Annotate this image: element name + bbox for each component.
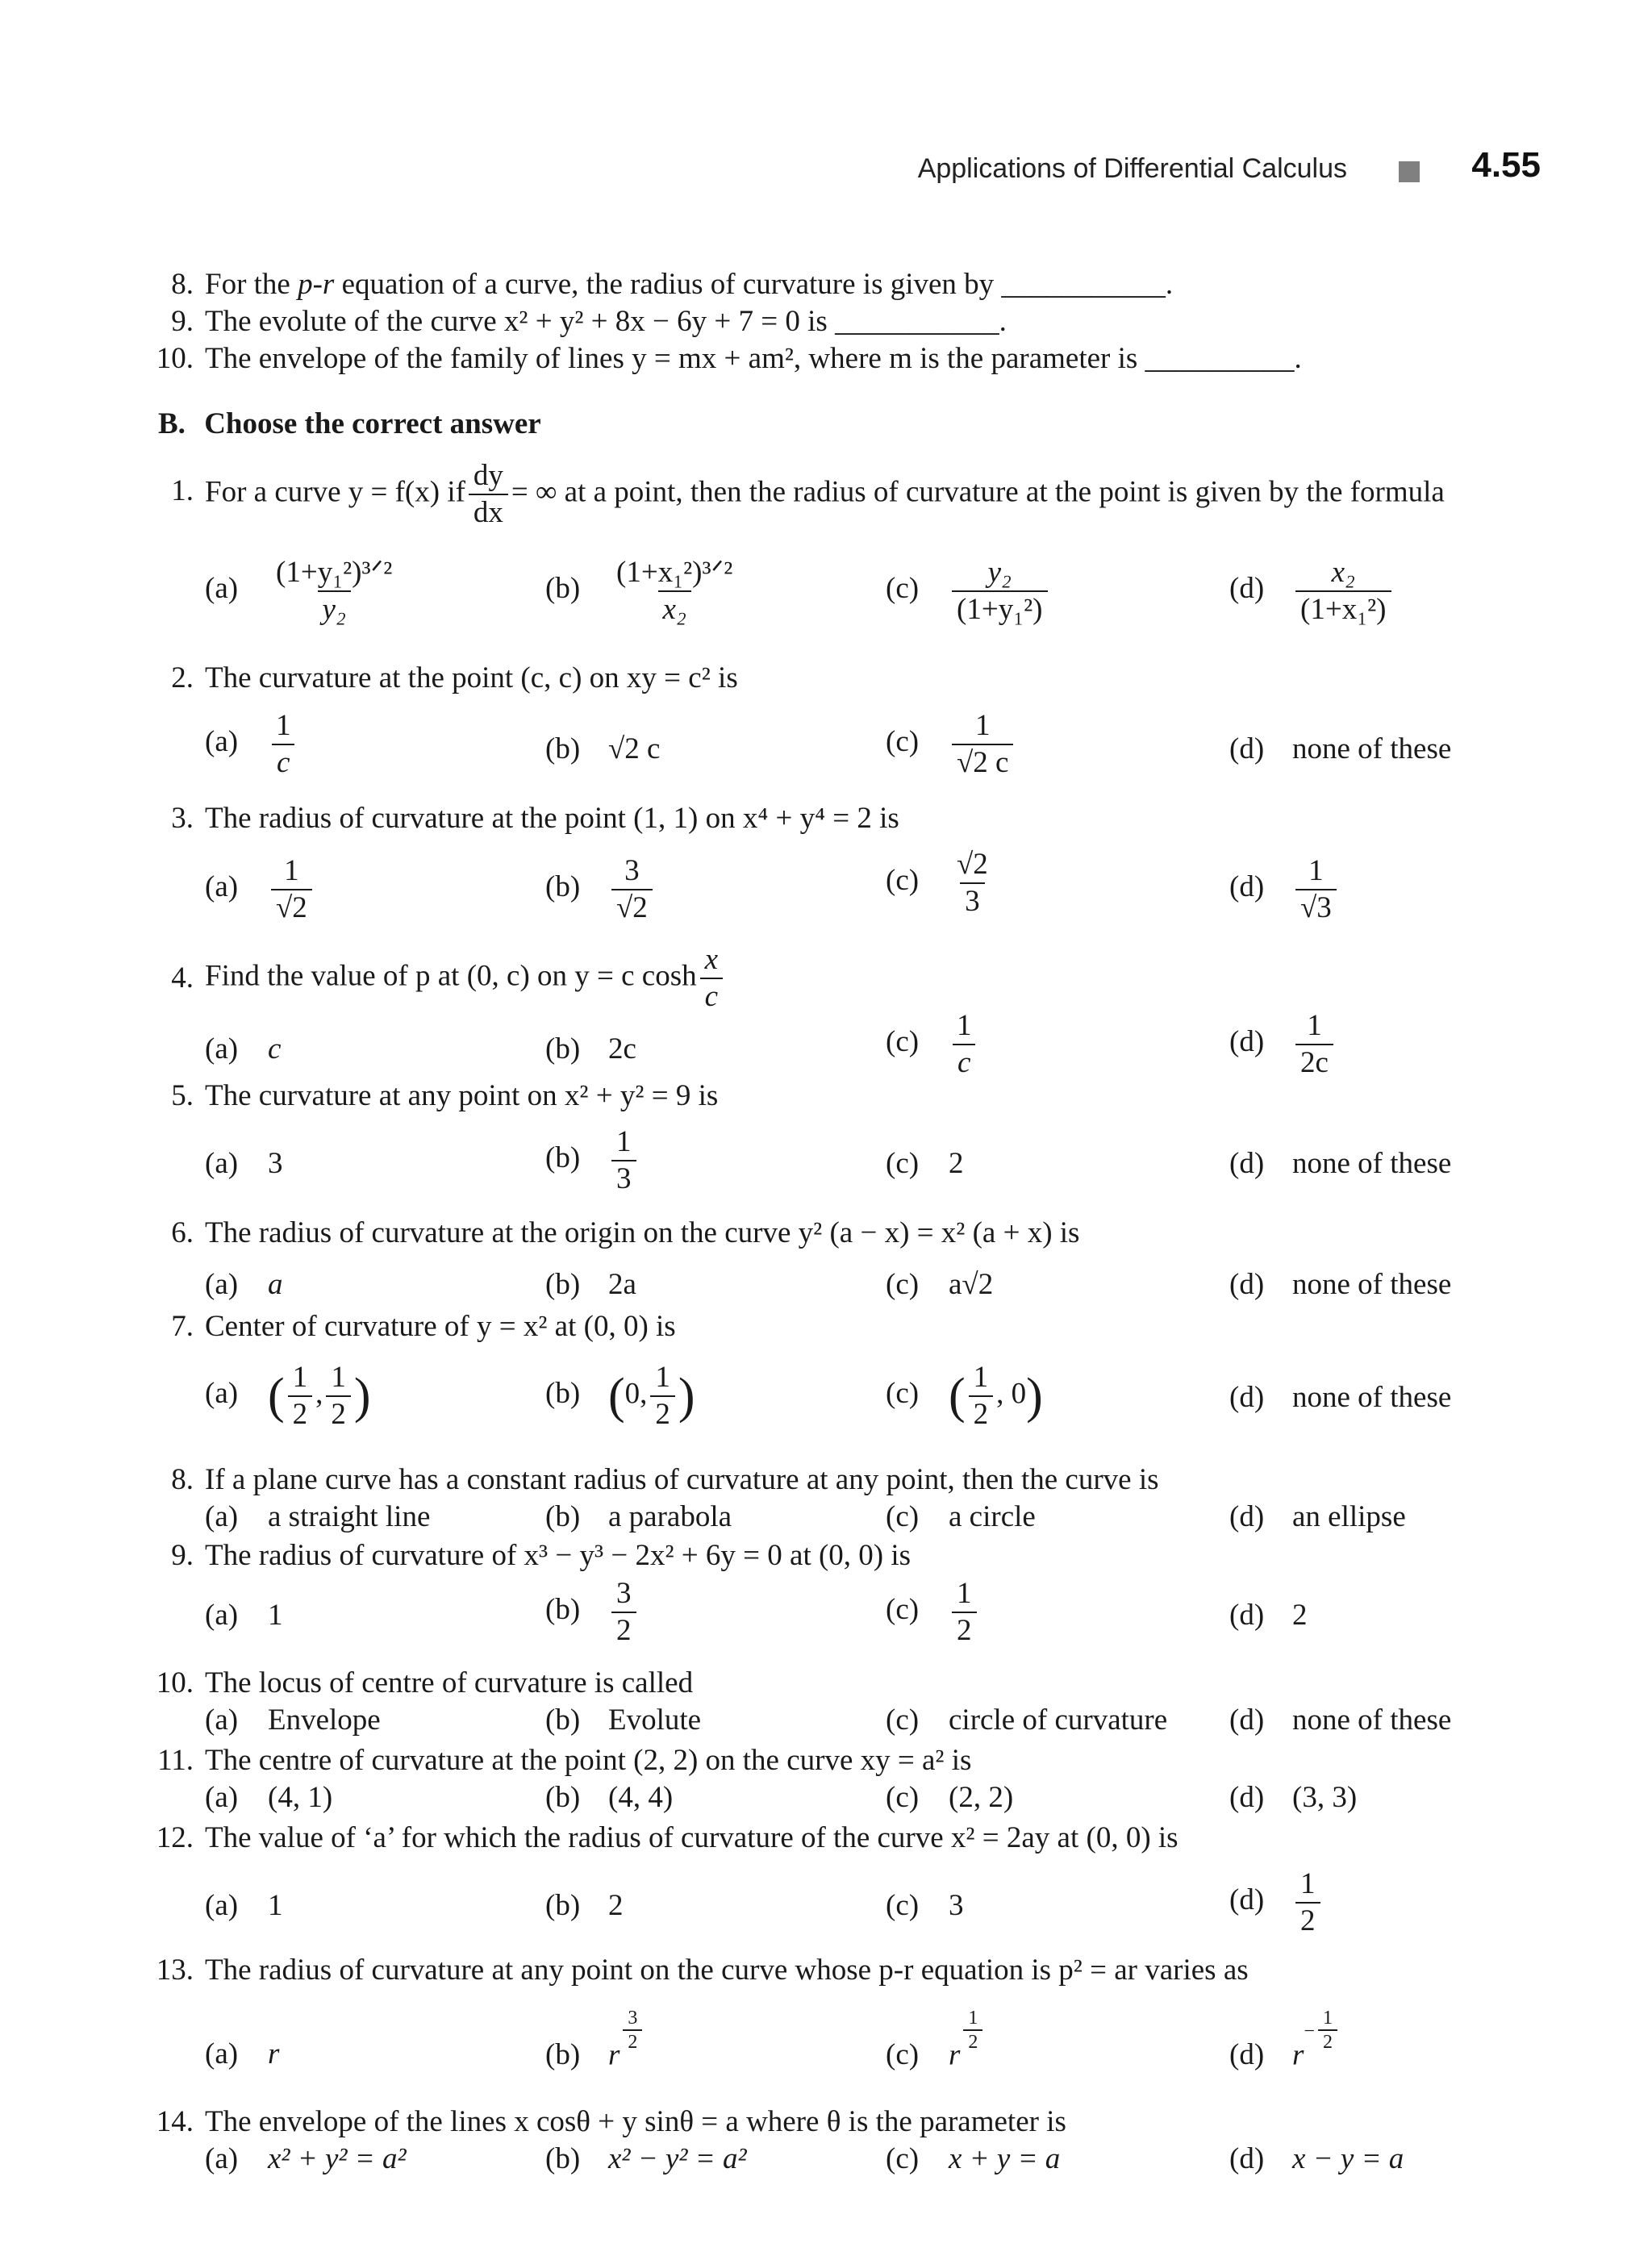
- option-label: (b): [545, 1703, 581, 1737]
- frac-den: 2: [952, 1612, 977, 1647]
- question-number: 2.: [171, 661, 194, 694]
- q8-option-b[interactable]: [545, 1499, 732, 1536]
- option-value: (3, 3): [1292, 1781, 1358, 1814]
- q6-option-d[interactable]: [1229, 1266, 1451, 1303]
- option-value: x² + y² = a²: [268, 2142, 407, 2175]
- option-fraction-2: [326, 1362, 351, 1431]
- option-label: (b): [545, 2142, 581, 2175]
- q14-option-d[interactable]: [1229, 2141, 1404, 2178]
- exponent-sign: −: [1304, 2020, 1315, 2042]
- frac-num: 1: [1307, 1009, 1322, 1042]
- option-value: 3: [268, 1147, 283, 1180]
- question-text: The envelope of the lines x cosθ + y sinθ = a where θ is the parameter is: [205, 2105, 1066, 2138]
- frac-num: dy: [473, 459, 503, 492]
- option-label: (b): [545, 1781, 581, 1814]
- frac-den: dx: [469, 494, 508, 529]
- option-base: r: [1292, 2038, 1304, 2072]
- q1-option-c[interactable]: [886, 557, 1051, 626]
- q10-option-b[interactable]: [545, 1702, 701, 1739]
- option-value: (4, 1): [268, 1781, 333, 1814]
- section-heading: [158, 406, 541, 443]
- option-value: 1: [268, 1599, 283, 1632]
- frac-num: 3: [628, 2008, 638, 2029]
- q7-option-c[interactable]: [886, 1362, 1043, 1431]
- frac-den: 2: [1318, 2029, 1337, 2052]
- option-label: (a): [205, 1889, 239, 1922]
- frac-den: x₂: [658, 590, 691, 626]
- option-label: (d): [1229, 1025, 1265, 1059]
- option-value: 2: [608, 1889, 624, 1922]
- option-value: Envelope: [268, 1703, 381, 1737]
- q4-option-b[interactable]: [545, 1031, 636, 1068]
- square-bullet-icon: [1399, 161, 1420, 182]
- q2-option-d[interactable]: [1229, 731, 1451, 768]
- q9-option-c[interactable]: [886, 1578, 980, 1647]
- frac-den: 2: [623, 2029, 642, 2052]
- option-value: 2: [949, 1147, 964, 1180]
- option-label: (d): [1229, 1147, 1265, 1180]
- exponent-fraction: [623, 2008, 642, 2052]
- frac-num: 1: [292, 1361, 308, 1394]
- option-value: none of these: [1292, 1268, 1452, 1301]
- frac-num: 1: [1322, 2008, 1333, 2029]
- question-text: The radius of curvature at the origin on the curve y² (a − x) = x² (a + x) is: [205, 1216, 1080, 1249]
- option-label: (a): [205, 1377, 239, 1411]
- q3-option-b[interactable]: [545, 855, 656, 924]
- question-number: 14.: [156, 2105, 194, 2138]
- q13-option-b[interactable]: [545, 2008, 645, 2074]
- question-text: The centre of curvature at the point (2, 2) on the curve xy = a² is: [205, 1744, 972, 1777]
- option-fraction: [1295, 1010, 1333, 1079]
- option-label: (d): [1229, 572, 1265, 606]
- q9-option-d[interactable]: [1229, 1597, 1308, 1634]
- question-text: [205, 944, 726, 1013]
- option-value: a√2: [949, 1268, 994, 1301]
- question-number: 3.: [171, 802, 194, 835]
- frac-num: x₂: [1331, 556, 1355, 589]
- question-text: The curvature at any point on x² + y² = 9 is: [205, 1079, 719, 1112]
- option-base: r: [608, 2038, 620, 2072]
- q11-option-c[interactable]: [886, 1779, 1013, 1816]
- option-value: (2, 2): [949, 1781, 1014, 1814]
- option-value: , 0: [996, 1377, 1027, 1411]
- option-fraction: [1295, 855, 1337, 924]
- question-text: [205, 266, 1173, 303]
- q9-option-a[interactable]: [205, 1597, 283, 1634]
- option-fraction: [611, 1126, 636, 1195]
- running-title: Applications of Differential Calculus: [917, 153, 1347, 184]
- option-fraction: [271, 855, 312, 924]
- frac-num: (1+x₁²)³ᐟ²: [616, 556, 733, 589]
- option-fraction: [952, 1010, 977, 1079]
- option-fraction: [611, 1578, 636, 1647]
- option-label: (a): [205, 1500, 239, 1533]
- frac-den: 2: [969, 1395, 994, 1431]
- q-text-a: For a curve y = f(x) if: [205, 475, 465, 509]
- option-label: (b): [545, 1593, 581, 1627]
- option-label: (c): [886, 1889, 920, 1922]
- frac-num: √2: [957, 848, 988, 881]
- option-label: (d): [1229, 2038, 1265, 2072]
- q5-option-c[interactable]: [886, 1145, 964, 1182]
- question-number: 9.: [171, 1539, 194, 1572]
- option-label: (b): [545, 1032, 581, 1065]
- option-value: 2c: [608, 1032, 636, 1065]
- option-value: r: [268, 2037, 280, 2070]
- option-value: a circle: [949, 1500, 1036, 1533]
- q7-option-b[interactable]: [545, 1362, 695, 1431]
- frac-num: 1: [974, 709, 991, 742]
- frac-den: √2: [611, 889, 653, 924]
- q-text-b: = ∞ at a point, then the radius of curvature at the point is given by the formula: [511, 475, 1445, 509]
- option-label: (b): [545, 1141, 581, 1175]
- option-label: (c): [886, 864, 920, 898]
- question-text: The radius of curvature at the point (1, 1) on x⁴ + y⁴ = 2 is: [205, 802, 899, 835]
- option-label: (d): [1229, 870, 1265, 904]
- q5-option-b[interactable]: [545, 1126, 640, 1195]
- question-number: 7.: [171, 1310, 194, 1343]
- option-value: circle of curvature: [949, 1703, 1168, 1737]
- question-text: The radius of curvature at any point on the curve whose p-r equation is p² = ar varies as: [205, 1954, 1249, 1987]
- question-text: Center of curvature of y = x² at (0, 0) is: [205, 1310, 676, 1343]
- open-paren: (: [949, 1369, 966, 1424]
- frac-den: 2: [650, 1395, 675, 1431]
- question-text-b: equation of a curve, the radius of curvature is given by ___________.: [334, 268, 1174, 301]
- q13-option-a[interactable]: [205, 2036, 279, 2073]
- q11-option-d[interactable]: [1229, 1779, 1357, 1816]
- q10-option-c[interactable]: [886, 1702, 1167, 1739]
- option-fraction: [952, 557, 1048, 626]
- q2-option-a[interactable]: [205, 710, 299, 779]
- option-value: none of these: [1292, 732, 1452, 765]
- option-label: (b): [545, 1377, 581, 1411]
- frac-num: y₂: [987, 556, 1012, 589]
- q8-option-d[interactable]: [1229, 1499, 1406, 1536]
- option-value: 2a: [608, 1268, 636, 1301]
- frac-num: 3: [616, 1577, 632, 1610]
- option-label: (c): [886, 1147, 920, 1180]
- option-label: (c): [886, 1500, 920, 1533]
- frac-den: 2: [1295, 1902, 1320, 1937]
- q7-option-a[interactable]: (a) ( $\frac{1}{2}$ , $\frac{1}{2}$ ): [205, 1361, 371, 1431]
- question-text-a: For the: [205, 268, 298, 301]
- option-label: (c): [886, 572, 920, 606]
- option-value: none of these: [1292, 1381, 1452, 1414]
- option-label: (c): [886, 725, 920, 759]
- frac-num: 1: [616, 1125, 632, 1158]
- q11-option-b[interactable]: [545, 1779, 673, 1816]
- q6-option-c[interactable]: [886, 1266, 993, 1303]
- q11-option-a[interactable]: [205, 1779, 332, 1816]
- q12-option-c[interactable]: [886, 1887, 964, 1924]
- close-paren: ): [1026, 1369, 1043, 1424]
- q4-option-c[interactable]: [886, 1010, 980, 1079]
- frac-num: 1: [284, 854, 299, 887]
- option-label: (d): [1229, 1883, 1265, 1917]
- question-number: 13.: [156, 1954, 194, 1987]
- frac-den: c: [953, 1044, 975, 1079]
- section-label: B.: [158, 407, 186, 440]
- q13-option-d[interactable]: [1229, 2008, 1341, 2074]
- option-fraction: [271, 557, 397, 626]
- option-label: (d): [1229, 1268, 1265, 1301]
- option-label: (c): [886, 1377, 920, 1411]
- q12-option-d[interactable]: [1229, 1868, 1324, 1937]
- option-label: (c): [886, 2142, 920, 2175]
- option-label: (a): [205, 870, 239, 904]
- frac-num: 1: [331, 1361, 346, 1394]
- q4-option-a[interactable]: [205, 1031, 281, 1068]
- frac-den: (1+y₁²): [952, 590, 1048, 626]
- option-label: (b): [545, 572, 581, 606]
- q13-option-c[interactable]: [886, 2008, 986, 2074]
- question-number: 5.: [171, 1079, 194, 1112]
- option-fraction: [952, 1578, 977, 1647]
- option-label: (b): [545, 870, 581, 904]
- option-label: (d): [1229, 1500, 1265, 1533]
- option-label: (a): [205, 1599, 239, 1632]
- option-label: (a): [205, 1781, 239, 1814]
- question-number: 10.: [156, 342, 194, 375]
- option-label: (b): [545, 2038, 581, 2072]
- frac-num: 1: [973, 1361, 989, 1394]
- q4-option-d[interactable]: [1229, 1010, 1337, 1079]
- option-label: (c): [886, 1593, 920, 1627]
- q2-option-b[interactable]: [545, 731, 660, 768]
- q5-option-a[interactable]: [205, 1145, 283, 1182]
- question-text: If a plane curve has a constant radius of curvature at any point, then the curve is: [205, 1463, 1159, 1496]
- open-paren: (: [608, 1369, 625, 1424]
- q8-option-a[interactable]: [205, 1499, 430, 1536]
- question-var: p-r: [298, 268, 335, 301]
- option-label: (a): [205, 572, 239, 606]
- question-text: The evolute of the curve x² + y² + 8x − 6y + 7 = 0 is ___________.: [205, 305, 1007, 338]
- option-fraction: [1295, 1868, 1320, 1937]
- q12-option-a[interactable]: [205, 1887, 283, 1924]
- q2-option-c[interactable]: [886, 710, 1016, 779]
- frac-den: c: [272, 744, 294, 779]
- frac-num: 1: [957, 1577, 972, 1610]
- frac-den: 2: [963, 2029, 982, 2052]
- option-label: (a): [205, 1032, 239, 1065]
- q14-option-b[interactable]: [545, 2141, 747, 2178]
- option-value: none of these: [1292, 1147, 1452, 1180]
- frac-num: (1+y₁²)³ᐟ²: [276, 556, 393, 589]
- section-title: Choose the correct answer: [204, 407, 541, 440]
- frac-num: 1: [957, 1009, 972, 1042]
- q1-option-a[interactable]: [205, 557, 400, 626]
- option-fraction: [952, 710, 1013, 779]
- option-value: none of these: [1292, 1703, 1452, 1737]
- q6-option-b[interactable]: [545, 1266, 636, 1303]
- frac-den: c: [700, 978, 723, 1013]
- question-text: The locus of centre of curvature is called: [205, 1666, 694, 1699]
- question-number: 12.: [156, 1821, 194, 1854]
- option-label: (c): [886, 2038, 920, 2072]
- question-number: 6.: [171, 1216, 194, 1249]
- option-label: (a): [205, 2037, 239, 2070]
- option-value: x² − y² = a²: [608, 2142, 747, 2175]
- question-number: 10.: [156, 1666, 194, 1699]
- q10-option-a[interactable]: [205, 1702, 381, 1739]
- close-paren: ): [353, 1369, 371, 1424]
- frac-den: y₂: [318, 590, 351, 626]
- q3-option-d[interactable]: [1229, 855, 1340, 924]
- question-text: The radius of curvature of x³ − y³ − 2x² + 6y = 0 at (0, 0) is: [205, 1539, 912, 1572]
- option-value: a: [268, 1268, 283, 1301]
- option-value: a straight line: [268, 1500, 431, 1533]
- open-paren: (: [268, 1369, 285, 1424]
- option-value: 0,: [624, 1377, 648, 1411]
- question-number: 1.: [171, 474, 194, 507]
- exponent-fraction: [1318, 2008, 1337, 2052]
- option-fraction: [611, 855, 653, 924]
- frac-den: 2: [288, 1395, 313, 1431]
- option-value: an ellipse: [1292, 1500, 1406, 1533]
- option-label: (a): [205, 1268, 239, 1301]
- option-label: (d): [1229, 2142, 1265, 2175]
- option-value: (4, 4): [608, 1781, 674, 1814]
- frac-den: 3: [960, 882, 985, 918]
- q5-option-d[interactable]: [1229, 1145, 1451, 1182]
- option-label: (c): [886, 1703, 920, 1737]
- q12-option-b[interactable]: [545, 1887, 624, 1924]
- q14-option-a[interactable]: [205, 2141, 407, 2178]
- option-label: (a): [205, 1703, 239, 1737]
- option-fraction: [952, 849, 993, 918]
- option-fraction: [271, 710, 296, 779]
- question-text: The envelope of the family of lines y = mx + am², where m is the parameter is __________.: [205, 342, 1302, 375]
- option-label: (b): [545, 1268, 581, 1301]
- q1-option-d[interactable]: [1229, 557, 1395, 626]
- q-text-a: Find the value of p at (0, c) on y = c cosh: [205, 959, 697, 993]
- option-label: (d): [1229, 1703, 1265, 1737]
- option-fraction: [969, 1362, 994, 1431]
- exponent-fraction: [963, 2008, 982, 2052]
- option-label: (c): [886, 1268, 920, 1301]
- option-label: (d): [1229, 1381, 1265, 1414]
- option-value: 2: [1292, 1599, 1308, 1632]
- q10-option-d[interactable]: [1229, 1702, 1451, 1739]
- cosh-fraction: [700, 944, 723, 1013]
- option-label: (b): [545, 1889, 581, 1922]
- frac-num: 3: [624, 854, 640, 887]
- frac-den: (1+x₁²): [1295, 590, 1391, 626]
- question-text: The value of ‘a’ for which the radius of curvature of the curve x² = 2ay at (0, 0) is: [205, 1821, 1179, 1854]
- option-value: a parabola: [608, 1500, 732, 1533]
- option-label: (b): [545, 1500, 581, 1533]
- option-label: (c): [886, 1781, 920, 1814]
- question-number: 8.: [171, 268, 194, 301]
- option-fraction-1: [288, 1362, 313, 1431]
- page-number: 4.55: [1471, 145, 1541, 185]
- q1-option-b[interactable]: [545, 557, 740, 626]
- option-label: (d): [1229, 1781, 1265, 1814]
- question-text: The curvature at the point (c, c) on xy = c² is: [205, 661, 738, 694]
- option-value: 1: [268, 1889, 283, 1922]
- option-base: r: [949, 2038, 961, 2072]
- q3-option-a[interactable]: [205, 855, 315, 924]
- frac-den: √2 c: [952, 744, 1013, 779]
- option-fraction: [1295, 557, 1391, 626]
- frac-num: 1: [1308, 854, 1324, 887]
- frac-den: √3: [1295, 889, 1337, 924]
- option-fraction: [611, 557, 737, 626]
- frac-num: 1: [1300, 1867, 1316, 1900]
- option-value: 3: [949, 1889, 964, 1922]
- frac-num: 1: [655, 1361, 670, 1394]
- option-label: (a): [205, 2142, 239, 2175]
- option-value: x + y = a: [949, 2142, 1061, 2175]
- q3-option-c[interactable]: [886, 849, 996, 918]
- q7-option-d[interactable]: [1229, 1379, 1451, 1416]
- option-value: Evolute: [608, 1703, 702, 1737]
- q6-option-a[interactable]: [205, 1266, 283, 1303]
- option-label: (a): [205, 1147, 239, 1180]
- frac-den: 2: [611, 1612, 636, 1647]
- frac-den: √2: [271, 889, 312, 924]
- frac-den: 2c: [1295, 1044, 1333, 1079]
- option-label: (d): [1229, 732, 1265, 765]
- option-value: c: [268, 1032, 282, 1065]
- question-number: 11.: [157, 1744, 194, 1777]
- option-label: (d): [1229, 1599, 1265, 1632]
- option-fraction: [650, 1362, 675, 1431]
- frac-num: x: [704, 943, 719, 976]
- page-header: [807, 145, 1541, 202]
- question-text: [205, 460, 1445, 529]
- option-label: (c): [886, 1025, 920, 1059]
- q9-option-b[interactable]: [545, 1578, 640, 1647]
- option-value: √2 c: [608, 732, 661, 765]
- question-number: 9.: [171, 305, 194, 338]
- q14-option-c[interactable]: [886, 2141, 1060, 2178]
- frac-den: 3: [611, 1160, 636, 1195]
- frac-den: 2: [326, 1395, 351, 1431]
- derivative-fraction: [469, 460, 508, 529]
- close-paren: ): [678, 1369, 695, 1424]
- option-label: (a): [205, 725, 239, 759]
- q8-option-c[interactable]: [886, 1499, 1036, 1536]
- frac-num: 1: [968, 2008, 978, 2029]
- frac-num: 1: [276, 709, 291, 742]
- option-label: (b): [545, 732, 581, 765]
- question-number: 8.: [171, 1463, 194, 1496]
- option-value: x − y = a: [1292, 2142, 1404, 2175]
- question-number: 4.: [171, 961, 194, 995]
